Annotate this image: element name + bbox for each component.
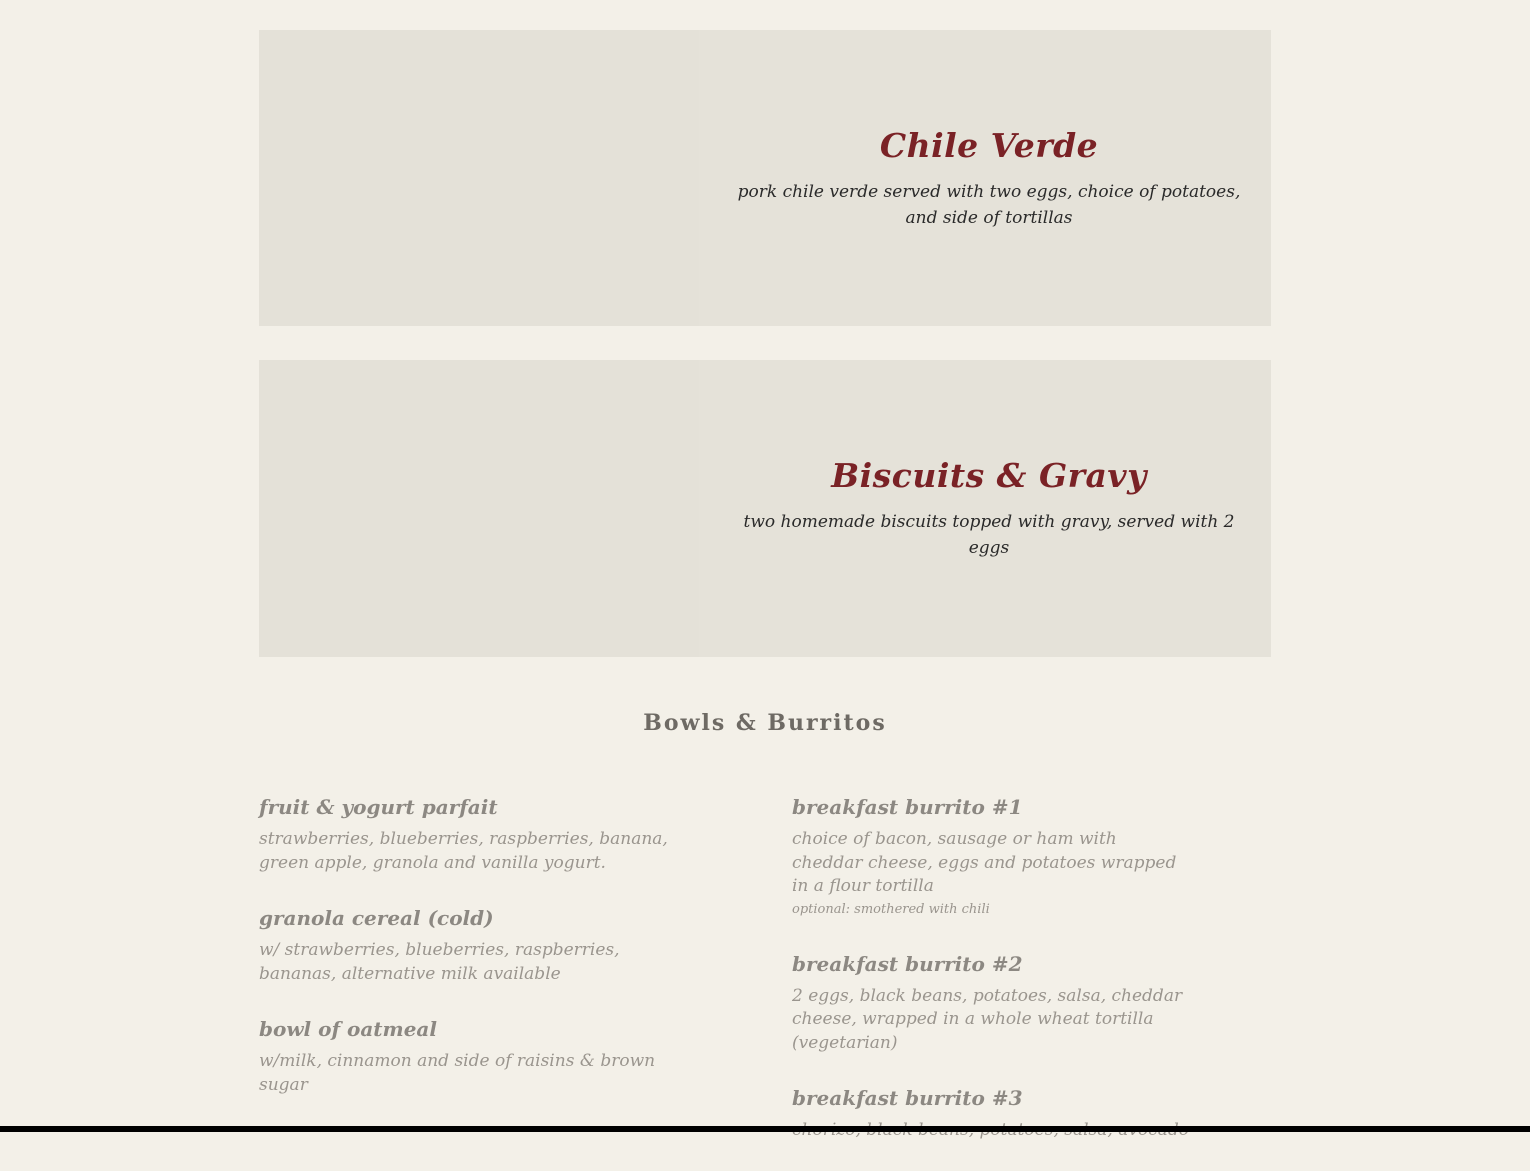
menu-item-name: breakfast burrito #1 [792,795,1023,819]
feature-title: Chile Verde [879,125,1099,165]
menu-item [259,792,689,875]
feature-description: two homemade biscuits topped with gravy, served with 2 eggs [743,512,1235,558]
menu-item-name: breakfast burrito #3 [792,1086,1023,1110]
menu-column-right [792,792,1192,1171]
menu-item-name: granola cereal (cold) [259,906,494,930]
menu-item-note: optional: smothered with chili [792,901,990,917]
feature-card-biscuits-gravy[interactable] [259,360,1271,657]
menu-item-name: bowl of oatmeal [259,1017,437,1041]
menu-column-left [259,792,689,1125]
feature-card-chile-verde[interactable] [259,30,1271,326]
feature-text [707,30,1271,326]
window-bottom-edge [0,1126,1530,1132]
menu-item-description: choice of bacon, sausage or ham with cheddar cheese, eggs and potatoes wrapped in a flour tortilla [792,829,1177,896]
menu-item-description: strawberries, blueberries, raspberries, banana, green apple, granola and vanilla yogurt. [259,829,668,873]
menu-item-description: w/milk, cinnamon and side of raisins & brown sugar [259,1051,656,1095]
menu-item [259,1014,689,1097]
section-heading: Bowls & Burritos [643,710,887,736]
feature-title: Biscuits & Gravy [831,456,1147,495]
menu-item-name: fruit & yogurt parfait [259,795,498,819]
menu-item [792,949,1192,1056]
menu-item [792,1083,1192,1143]
menu-item [259,903,689,986]
menu-item-name: breakfast burrito #2 [792,951,1023,976]
menu-item-description: 2 eggs, black beans, potatoes, salsa, cheddar cheese, wrapped in a whole wheat tortilla (vegetarian) [792,985,1183,1053]
feature-image [259,30,699,326]
menu-item-description: w/ strawberries, blueberries, raspberries, bananas, alternative milk available [259,940,620,984]
feature-text [707,360,1271,657]
feature-image [259,360,699,657]
feature-description: pork chile verde served with two eggs, choice of potatoes, and side of tortillas [737,181,1241,228]
menu-item [792,792,1192,921]
